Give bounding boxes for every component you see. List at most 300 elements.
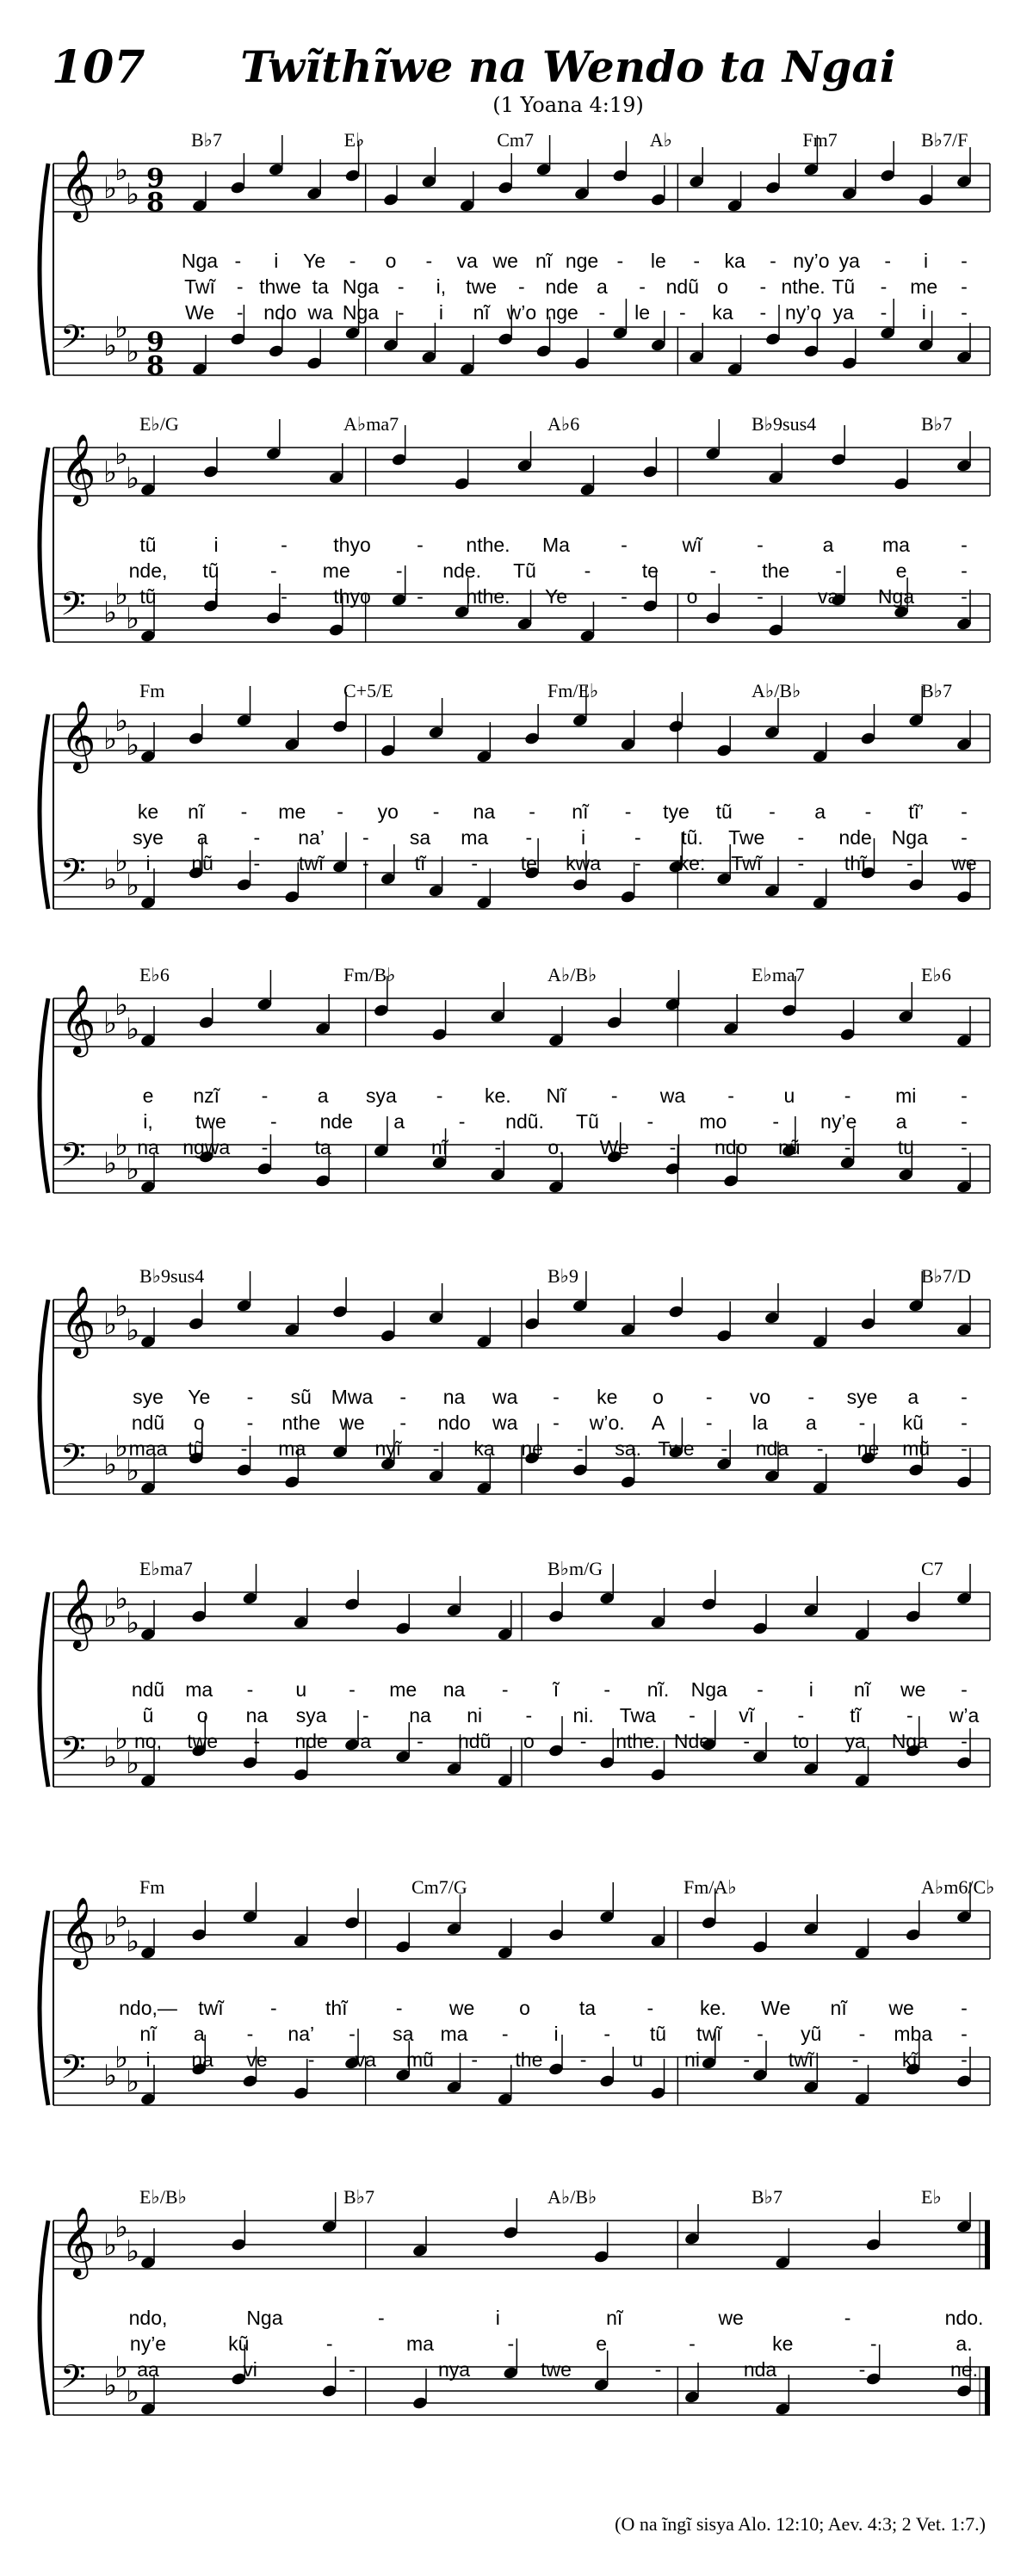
lyric-syllable: i xyxy=(921,301,926,324)
lyric-syllable: - xyxy=(553,1386,560,1408)
lyric-syllable: a xyxy=(596,275,608,298)
lyric-syllable: ndo,— xyxy=(119,1997,177,2019)
lyric-syllable: u xyxy=(783,1084,795,1107)
lyric-syllable: - xyxy=(961,1084,968,1107)
lyric-syllable: na xyxy=(137,1136,159,1158)
lyric-syllable: tũ xyxy=(139,534,157,556)
lyric-syllable: - xyxy=(598,301,606,324)
lyric-syllable: - xyxy=(727,1084,734,1107)
lyric-syllable: le xyxy=(650,250,666,272)
lyric-syllable: Nga xyxy=(891,826,928,849)
lyric-syllable: tũ xyxy=(202,559,220,582)
lyric-syllable: nĩ xyxy=(139,2023,157,2045)
lyric-syllable: sa xyxy=(409,826,431,849)
key-signature-flat-icon: ♭ xyxy=(126,177,140,212)
chord-symbol: E♭ma7 xyxy=(139,1558,193,1579)
lyric-syllable: - xyxy=(689,1704,696,1727)
lyric-syllable: the xyxy=(515,2048,543,2071)
chord-symbol: E♭6 xyxy=(921,964,951,985)
key-signature-flat-icon: ♭ xyxy=(103,722,118,757)
lyric-syllable: - xyxy=(325,2332,333,2355)
lyric-syllable: Twe xyxy=(728,826,765,849)
lyric-syllable: - xyxy=(417,585,424,608)
lyric-syllable: thĩ xyxy=(325,1997,348,2019)
lyric-syllable: - xyxy=(961,301,968,324)
lyric-syllable: - xyxy=(743,2048,751,2071)
lyric-syllable: - xyxy=(603,2023,611,2045)
lyric-syllable: twĩ xyxy=(298,852,325,874)
lyric-syllable: - xyxy=(880,301,888,324)
lyric-syllable: - xyxy=(961,1730,968,1752)
lyric-syllable: thyo xyxy=(333,534,371,556)
lyric-syllable: - xyxy=(494,1136,502,1158)
lyric-syllable: ma xyxy=(461,826,489,849)
lyric-syllable: a xyxy=(196,826,208,849)
lyric-syllable: na’ xyxy=(288,2023,315,2045)
lyric-syllable: - xyxy=(397,301,405,324)
lyric-syllable: Nga xyxy=(181,250,219,272)
lyric-syllable: Nĩ xyxy=(546,1084,566,1107)
chord-symbol: Fm7 xyxy=(802,129,838,151)
lyric-syllable: wa xyxy=(492,1386,518,1408)
lyric-syllable: nde xyxy=(838,826,872,849)
lyric-syllable: wa xyxy=(492,1412,518,1434)
chord-symbol: B♭7 xyxy=(752,2186,783,2208)
system-5 xyxy=(0,1265,1033,1549)
lyric-syllable: - xyxy=(961,559,968,582)
lyric-syllable: Ye xyxy=(544,585,568,608)
lyric-syllable: ke xyxy=(137,800,159,823)
lyric-syllable: te xyxy=(641,559,659,582)
lyric-syllable: We xyxy=(761,1997,791,2019)
lyric-syllable: mũ xyxy=(406,2048,434,2071)
bass-clef-icon: 𝄢 xyxy=(60,851,86,898)
lyric-syllable: mi xyxy=(895,1084,917,1107)
lyric-syllable: Ye xyxy=(188,1386,211,1408)
lyric-syllable: A xyxy=(651,1412,665,1434)
lyric-syllable: - xyxy=(880,275,888,298)
lyric-syllable: - xyxy=(961,1997,968,2019)
lyric-syllable: nde, xyxy=(128,559,168,582)
lyric-syllable: Nga xyxy=(877,585,915,608)
lyric-syllable: - xyxy=(621,585,628,608)
chord-symbol: A♭ xyxy=(649,129,673,151)
lyric-syllable: - xyxy=(797,1704,805,1727)
lyric-syllable: - xyxy=(399,1412,407,1434)
lyric-syllable: i xyxy=(274,250,279,272)
lyric-syllable: - xyxy=(634,826,641,849)
lyric-syllable: maa xyxy=(128,1437,168,1460)
key-signature-flat-icon: ♭ xyxy=(114,988,129,1022)
lyric-syllable: na xyxy=(442,1386,466,1408)
lyric-syllable: nde xyxy=(294,1730,328,1752)
lyric-syllable: - xyxy=(705,1412,713,1434)
lyric-syllable: - xyxy=(844,1136,851,1158)
lyric-syllable: - xyxy=(961,585,968,608)
lyric-syllable: nĩ xyxy=(830,1997,847,2019)
lyric-syllable: - xyxy=(864,800,872,823)
lyric-syllable: na xyxy=(245,1704,269,1727)
lyric-syllable: the xyxy=(762,559,790,582)
lyric-syllable: - xyxy=(436,1084,443,1107)
lyric-syllable: ny’o xyxy=(793,250,830,272)
lyric-syllable: ne xyxy=(857,1437,880,1460)
lyric-syllable: va xyxy=(355,2048,376,2071)
chord-symbol: A♭6 xyxy=(547,413,580,435)
lyric-syllable: thwe xyxy=(259,275,301,298)
chord-symbol: A♭/B♭ xyxy=(547,964,597,985)
lyric-syllable: - xyxy=(397,275,405,298)
lyric-syllable: ndo xyxy=(714,1136,748,1158)
lyric-syllable: - xyxy=(417,534,424,556)
lyric-syllable: - xyxy=(639,275,646,298)
key-signature-flat-icon: ♭ xyxy=(126,1313,140,1348)
lyric-syllable: kwa xyxy=(566,852,602,874)
key-signature-flat-icon: ♭ xyxy=(126,2065,140,2099)
treble-clef-icon: 𝄞 xyxy=(60,1578,96,1648)
lyric-syllable: i xyxy=(554,2023,559,2045)
lyric-syllable: - xyxy=(337,800,343,823)
lyric-syllable: - xyxy=(961,1678,968,1701)
key-signature-flat-icon: ♭ xyxy=(114,578,129,612)
lyric-syllable: nzĩ xyxy=(193,1084,220,1107)
lyric-syllable: ũ xyxy=(142,1704,154,1727)
lyric-syllable: e xyxy=(596,2332,608,2355)
lyric-syllable: - xyxy=(759,301,767,324)
lyric-syllable: na xyxy=(442,1678,466,1701)
lyric-syllable: ni. xyxy=(572,1704,594,1727)
chord-symbol: Fm xyxy=(139,1876,165,1898)
lyric-syllable: nĩ xyxy=(473,301,490,324)
lyric-syllable: Twe xyxy=(658,1437,695,1460)
lyric-syllable: nthe. xyxy=(615,1730,660,1752)
lyric-syllable: nda xyxy=(755,1437,789,1460)
time-signature-bottom: 8 xyxy=(146,188,164,218)
lyric-syllable: Tũ xyxy=(832,275,856,298)
lyric-syllable: - xyxy=(525,1704,533,1727)
lyric-syllable: we xyxy=(448,1997,475,2019)
key-signature-flat-icon: ♭ xyxy=(103,1448,118,1482)
lyric-syllable: nthe. xyxy=(781,275,826,298)
lyric-syllable: yo xyxy=(377,800,399,823)
lyric-syllable: tũ xyxy=(139,585,157,608)
lyric-syllable: u xyxy=(295,1678,307,1701)
treble-clef-icon: 𝄞 xyxy=(60,700,96,770)
treble-clef-icon: 𝄞 xyxy=(60,2206,96,2276)
lyric-syllable: - xyxy=(961,250,968,272)
lyric-syllable: a xyxy=(317,1084,329,1107)
lyric-syllable: - xyxy=(253,1730,261,1752)
lyric-syllable: ta xyxy=(578,1997,597,2019)
lyric-syllable: thĩ xyxy=(844,852,867,874)
treble-clef-icon: 𝄞 xyxy=(60,984,96,1054)
lyric-syllable: - xyxy=(362,1704,369,1727)
lyric-syllable: a. xyxy=(956,2332,973,2355)
lyric-syllable: syа xyxy=(365,1084,397,1107)
lyric-syllable: o xyxy=(196,1704,208,1727)
lyric-syllable: me xyxy=(910,275,938,298)
lyric-syllable: twe xyxy=(541,2358,572,2381)
lyric-syllable: - xyxy=(721,1437,728,1460)
footer-references: (O na ĩngĩ sisya Alo. 12:10; Aev. 4:3; 2 Vet. 1:7.) xyxy=(615,2513,986,2535)
bass-clef-icon: 𝄢 xyxy=(60,1135,86,1182)
lyric-syllable: ndo xyxy=(263,301,297,324)
lyric-syllable: - xyxy=(844,2307,851,2329)
lyric-syllable: - xyxy=(270,559,277,582)
lyric-syllable: ka xyxy=(712,301,733,324)
key-signature-flat-icon: ♭ xyxy=(126,1924,140,1959)
chord-symbol: Cm7/G xyxy=(411,1876,467,1898)
key-signature-flat-icon: ♭ xyxy=(126,602,140,636)
lyric-syllable: ka xyxy=(724,250,745,272)
lyric-syllable: - xyxy=(743,1730,751,1752)
lyric-syllable: w’a xyxy=(949,1704,980,1727)
lyric-syllable: nde xyxy=(545,275,578,298)
lyric-syllable: ndũ xyxy=(458,1730,492,1752)
lyric-syllable: we xyxy=(718,2307,744,2329)
lyric-syllable: - xyxy=(693,250,701,272)
lyric-syllable: o xyxy=(385,250,397,272)
lyric-syllable: ndũ xyxy=(131,1678,165,1701)
lyric-syllable: twĩ xyxy=(696,2023,722,2045)
lyric-syllable: - xyxy=(261,1136,269,1158)
key-signature-flat-icon: ♭ xyxy=(114,1128,129,1163)
key-signature-flat-icon: ♭ xyxy=(103,1600,118,1634)
lyric-syllable: ke xyxy=(772,2332,794,2355)
lyric-syllable: We xyxy=(599,1136,629,1158)
system-bracket-icon xyxy=(40,164,48,375)
lyric-syllable: tĩ xyxy=(414,852,426,874)
lyric-syllable: ny’e xyxy=(820,1110,857,1133)
lyric-syllable: - xyxy=(624,800,632,823)
lyric-syllable: te xyxy=(520,852,537,874)
lyric-syllable: ni xyxy=(467,1704,483,1727)
key-signature-flat-icon: ♭ xyxy=(114,2351,129,2385)
lyric-syllable: - xyxy=(759,275,767,298)
lyric-syllable: la xyxy=(752,1412,768,1434)
lyric-syllable: i xyxy=(145,852,151,874)
key-signature-flat-icon: ♭ xyxy=(114,1430,129,1464)
chord-symbol: E♭ xyxy=(921,2186,942,2208)
lyric-syllable: - xyxy=(797,852,805,874)
chord-symbol: C+5/E xyxy=(343,680,393,701)
lyric-syllable: tũ. xyxy=(681,826,703,849)
lyric-syllable: twe xyxy=(195,1110,226,1133)
lyric-syllable: ke. xyxy=(484,1084,511,1107)
lyric-syllable: - xyxy=(349,1678,356,1701)
lyric-syllable: sye xyxy=(133,826,164,849)
lyric-syllable: i xyxy=(581,826,586,849)
lyric-syllable: - xyxy=(471,2048,479,2071)
lyric-syllable: - xyxy=(518,275,525,298)
lyric-syllable: - xyxy=(432,800,440,823)
scripture-reference: (1 Yoana 4:19) xyxy=(492,93,644,117)
lyric-syllable: i xyxy=(213,534,219,556)
lyric-syllable: - xyxy=(270,1110,277,1133)
key-signature-flat-icon: ♭ xyxy=(114,844,129,879)
lyric-syllable: mũ xyxy=(902,1437,931,1460)
key-signature-flat-icon: ♭ xyxy=(114,437,129,472)
lyric-syllable: i xyxy=(145,2048,151,2071)
chord-symbol: Cm7 xyxy=(497,129,534,151)
lyric-syllable: - xyxy=(851,2048,859,2071)
lyric-syllable: me xyxy=(278,800,306,823)
lyric-syllable: Nde xyxy=(673,1730,711,1752)
lyric-syllable: - xyxy=(646,1997,654,2019)
lyric-syllable: nyĩ xyxy=(374,1437,402,1460)
lyric-syllable: - xyxy=(770,250,776,272)
chord-symbol: E♭/G xyxy=(139,413,179,435)
lyric-syllable: o xyxy=(717,275,728,298)
key-signature-flat-icon: ♭ xyxy=(103,596,118,630)
time-signature-bottom: 8 xyxy=(146,351,164,381)
lyric-syllable: nthe. xyxy=(466,534,510,556)
key-signature-flat-icon: ♭ xyxy=(126,2375,140,2409)
lyric-syllable: we xyxy=(339,1412,365,1434)
key-signature-flat-icon: ♭ xyxy=(126,728,140,763)
system-7 xyxy=(0,1876,1033,2178)
lyric-syllable: - xyxy=(395,559,403,582)
lyric-syllable: sya xyxy=(295,1704,327,1727)
lyric-syllable: Nga xyxy=(690,1678,727,1701)
lyric-syllable: ni xyxy=(684,2048,700,2071)
chord-symbol: E♭ xyxy=(343,129,365,151)
chord-symbol: Fm/B♭ xyxy=(343,964,396,985)
lyric-syllable: - xyxy=(349,250,356,272)
lyric-syllable: ya xyxy=(838,250,860,272)
lyric-syllable: nũ xyxy=(778,1136,801,1158)
lyric-syllable: nde. xyxy=(442,559,481,582)
lyric-syllable: - xyxy=(603,1678,611,1701)
lyric-syllable: we xyxy=(900,1678,926,1701)
lyric-syllable: - xyxy=(709,559,717,582)
lyric-syllable: Mwa xyxy=(331,1386,374,1408)
lyric-syllable: - xyxy=(621,534,628,556)
lyric-syllable: tũ xyxy=(649,2023,667,2045)
lyric-syllable: sũ xyxy=(290,1386,312,1408)
lyric-syllable: - xyxy=(378,2307,385,2329)
lyric-syllable: - xyxy=(906,1704,913,1727)
chord-symbol: B♭9 xyxy=(547,1265,579,1287)
key-signature-flat-icon: ♭ xyxy=(126,335,140,369)
lyric-syllable: - xyxy=(961,826,968,849)
chord-symbol: B♭7 xyxy=(921,680,953,701)
lyric-syllable: Nga xyxy=(891,1730,928,1752)
system-bracket-icon xyxy=(40,998,48,1193)
treble-clef-icon: 𝄞 xyxy=(60,433,96,503)
treble-clef-icon: 𝄞 xyxy=(60,1896,96,1967)
lyric-syllable: sa. xyxy=(615,1437,641,1460)
key-signature-flat-icon: ♭ xyxy=(114,311,129,345)
lyric-syllable: - xyxy=(961,1437,968,1460)
lyric-syllable: - xyxy=(797,826,805,849)
lyric-syllable: nĩ xyxy=(572,800,589,823)
key-signature-flat-icon: ♭ xyxy=(126,461,140,496)
chord-symbol: B♭9sus4 xyxy=(752,413,817,435)
key-signature-flat-icon: ♭ xyxy=(126,1606,140,1640)
lyric-syllable: a xyxy=(393,1110,405,1133)
lyric-syllable: Twa xyxy=(619,1704,656,1727)
lyric-syllable: Ye xyxy=(303,250,326,272)
lyric-syllable: - xyxy=(678,301,686,324)
lyric-syllable: - xyxy=(349,2358,356,2381)
key-signature-flat-icon: ♭ xyxy=(126,868,140,903)
chord-symbol: B♭m/G xyxy=(547,1558,603,1579)
key-signature-flat-icon: ♭ xyxy=(126,1746,140,1781)
lyric-syllable: tu xyxy=(897,1136,914,1158)
lyric-syllable: ta xyxy=(314,1136,331,1158)
key-signature-flat-icon: ♭ xyxy=(114,1722,129,1757)
lyric-syllable: o xyxy=(519,1997,530,2019)
lyric-syllable: - xyxy=(757,1678,764,1701)
lyric-syllable: - xyxy=(236,275,244,298)
lyric-syllable: ndũ. xyxy=(505,1110,544,1133)
lyric-syllable: le xyxy=(634,301,651,324)
lyric-syllable: o. xyxy=(547,1136,565,1158)
lyric-syllable: nthe. xyxy=(466,585,510,608)
lyric-syllable: - xyxy=(961,275,968,298)
lyric-syllable: i xyxy=(438,301,443,324)
key-signature-flat-icon: ♭ xyxy=(114,1900,129,1935)
lyric-syllable: - xyxy=(458,1110,466,1133)
chord-symbol: E♭ma7 xyxy=(752,964,805,985)
system-2 xyxy=(0,413,1033,671)
lyric-syllable: kũ xyxy=(228,2332,250,2355)
system-3 xyxy=(0,680,1033,964)
lyric-syllable: - xyxy=(362,826,369,849)
lyric-syllable: - xyxy=(961,1412,968,1434)
lyric-syllable: - xyxy=(757,534,764,556)
lyric-syllable: - xyxy=(772,1110,780,1133)
time-signature-top: 9 xyxy=(146,327,164,357)
lyric-syllable: - xyxy=(525,826,533,849)
lyric-syllable: - xyxy=(349,2023,356,2045)
chord-symbol: A♭/B♭ xyxy=(752,680,801,701)
lyric-syllable: - xyxy=(884,250,892,272)
lyric-syllable: Ma xyxy=(542,534,570,556)
lyric-syllable: - xyxy=(961,1386,968,1408)
key-signature-flat-icon: ♭ xyxy=(103,862,118,897)
lyric-syllable: ke. xyxy=(699,1997,727,2019)
key-signature-flat-icon: ♭ xyxy=(103,2059,118,2093)
lyric-syllable: na’ xyxy=(298,826,325,849)
lyric-syllable: ya xyxy=(844,1730,866,1752)
lyric-syllable: ma xyxy=(185,1678,213,1701)
lyric-syllable: o xyxy=(653,1386,664,1408)
lyric-syllable: a xyxy=(822,534,834,556)
lyric-syllable: vo xyxy=(749,1386,771,1408)
key-signature-flat-icon: ♭ xyxy=(126,2234,140,2269)
lyric-syllable: nĩ xyxy=(606,2307,623,2329)
lyric-syllable: Tũ xyxy=(513,559,536,582)
key-signature-flat-icon: ♭ xyxy=(103,1918,118,1953)
lyric-syllable: - xyxy=(378,1136,385,1158)
lyric-syllable: - xyxy=(844,1084,851,1107)
lyric-syllable: aa xyxy=(137,2358,159,2381)
bass-clef-icon: 𝄢 xyxy=(60,2048,86,2094)
lyric-syllable: - xyxy=(553,1412,560,1434)
lyric-syllable: - xyxy=(634,852,641,874)
lyric-syllable: ya xyxy=(832,301,854,324)
lyric-syllable: Twĩ xyxy=(731,852,763,874)
lyric-syllable: - xyxy=(858,2023,866,2045)
lyric-syllable: - xyxy=(869,2332,877,2355)
lyric-syllable: vĩ xyxy=(739,1704,755,1727)
system-bracket-icon xyxy=(40,714,48,909)
lyric-syllable: twe xyxy=(466,275,498,298)
lyric-syllable: thyo xyxy=(333,585,371,608)
lyric-syllable: - xyxy=(307,2048,315,2071)
